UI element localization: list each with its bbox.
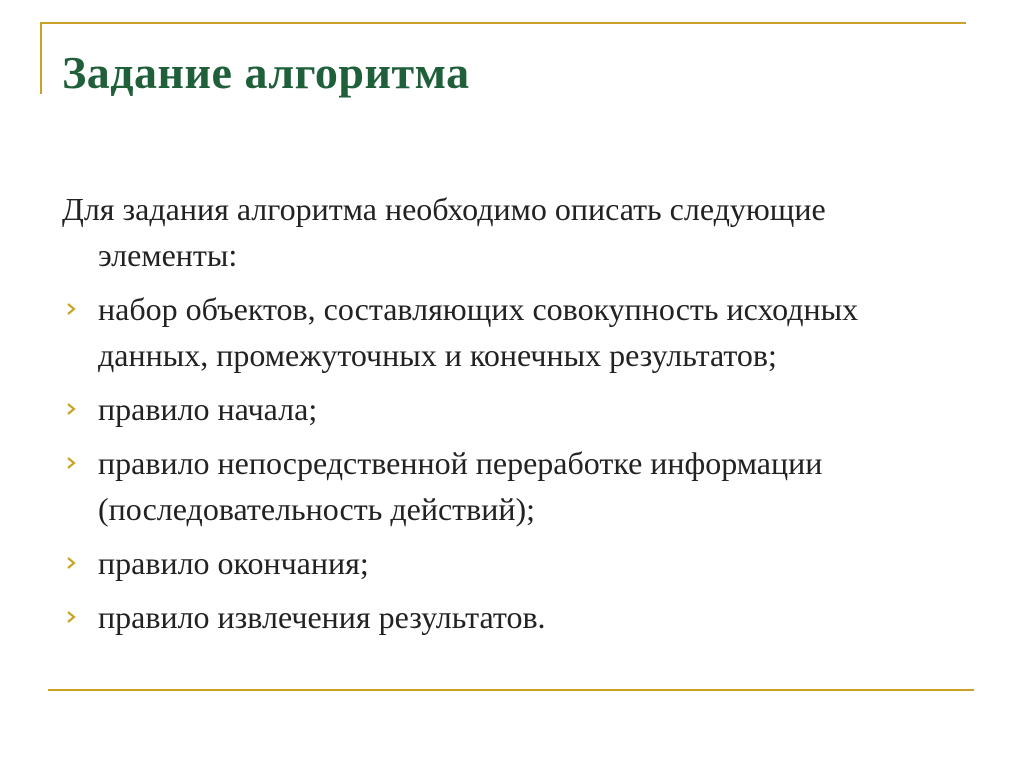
bullet-text: правило непосредственной переработке информации (последовательность действий); xyxy=(98,445,823,527)
frame-left-line xyxy=(40,22,42,94)
chevron-right-icon xyxy=(62,386,80,432)
bullet-text: набор объектов, составляющих совокупность исходных данных, промежуточных и конечных результатов; xyxy=(98,291,859,373)
frame-bottom-line xyxy=(48,689,974,691)
bullet-item xyxy=(62,594,962,640)
bullet-text: правило извлечения результатов. xyxy=(98,599,546,635)
chevron-right-icon xyxy=(62,286,80,332)
bullet-item xyxy=(62,540,962,586)
bullet-list xyxy=(62,286,962,640)
slide-body xyxy=(62,186,962,648)
intro-text: Для задания алгоритма необходимо описать следующие элементы: xyxy=(62,191,826,273)
chevron-right-icon xyxy=(62,540,80,586)
frame-top-line xyxy=(40,22,966,24)
bullet-item xyxy=(62,286,962,378)
bullet-item xyxy=(62,440,962,532)
bullet-text: правило начала; xyxy=(98,391,318,427)
chevron-right-icon xyxy=(62,594,80,640)
bullet-text: правило окончания; xyxy=(98,545,369,581)
slide-title: Задание алгоритма xyxy=(62,47,470,98)
bullet-item xyxy=(62,386,962,432)
chevron-right-icon xyxy=(62,440,80,486)
